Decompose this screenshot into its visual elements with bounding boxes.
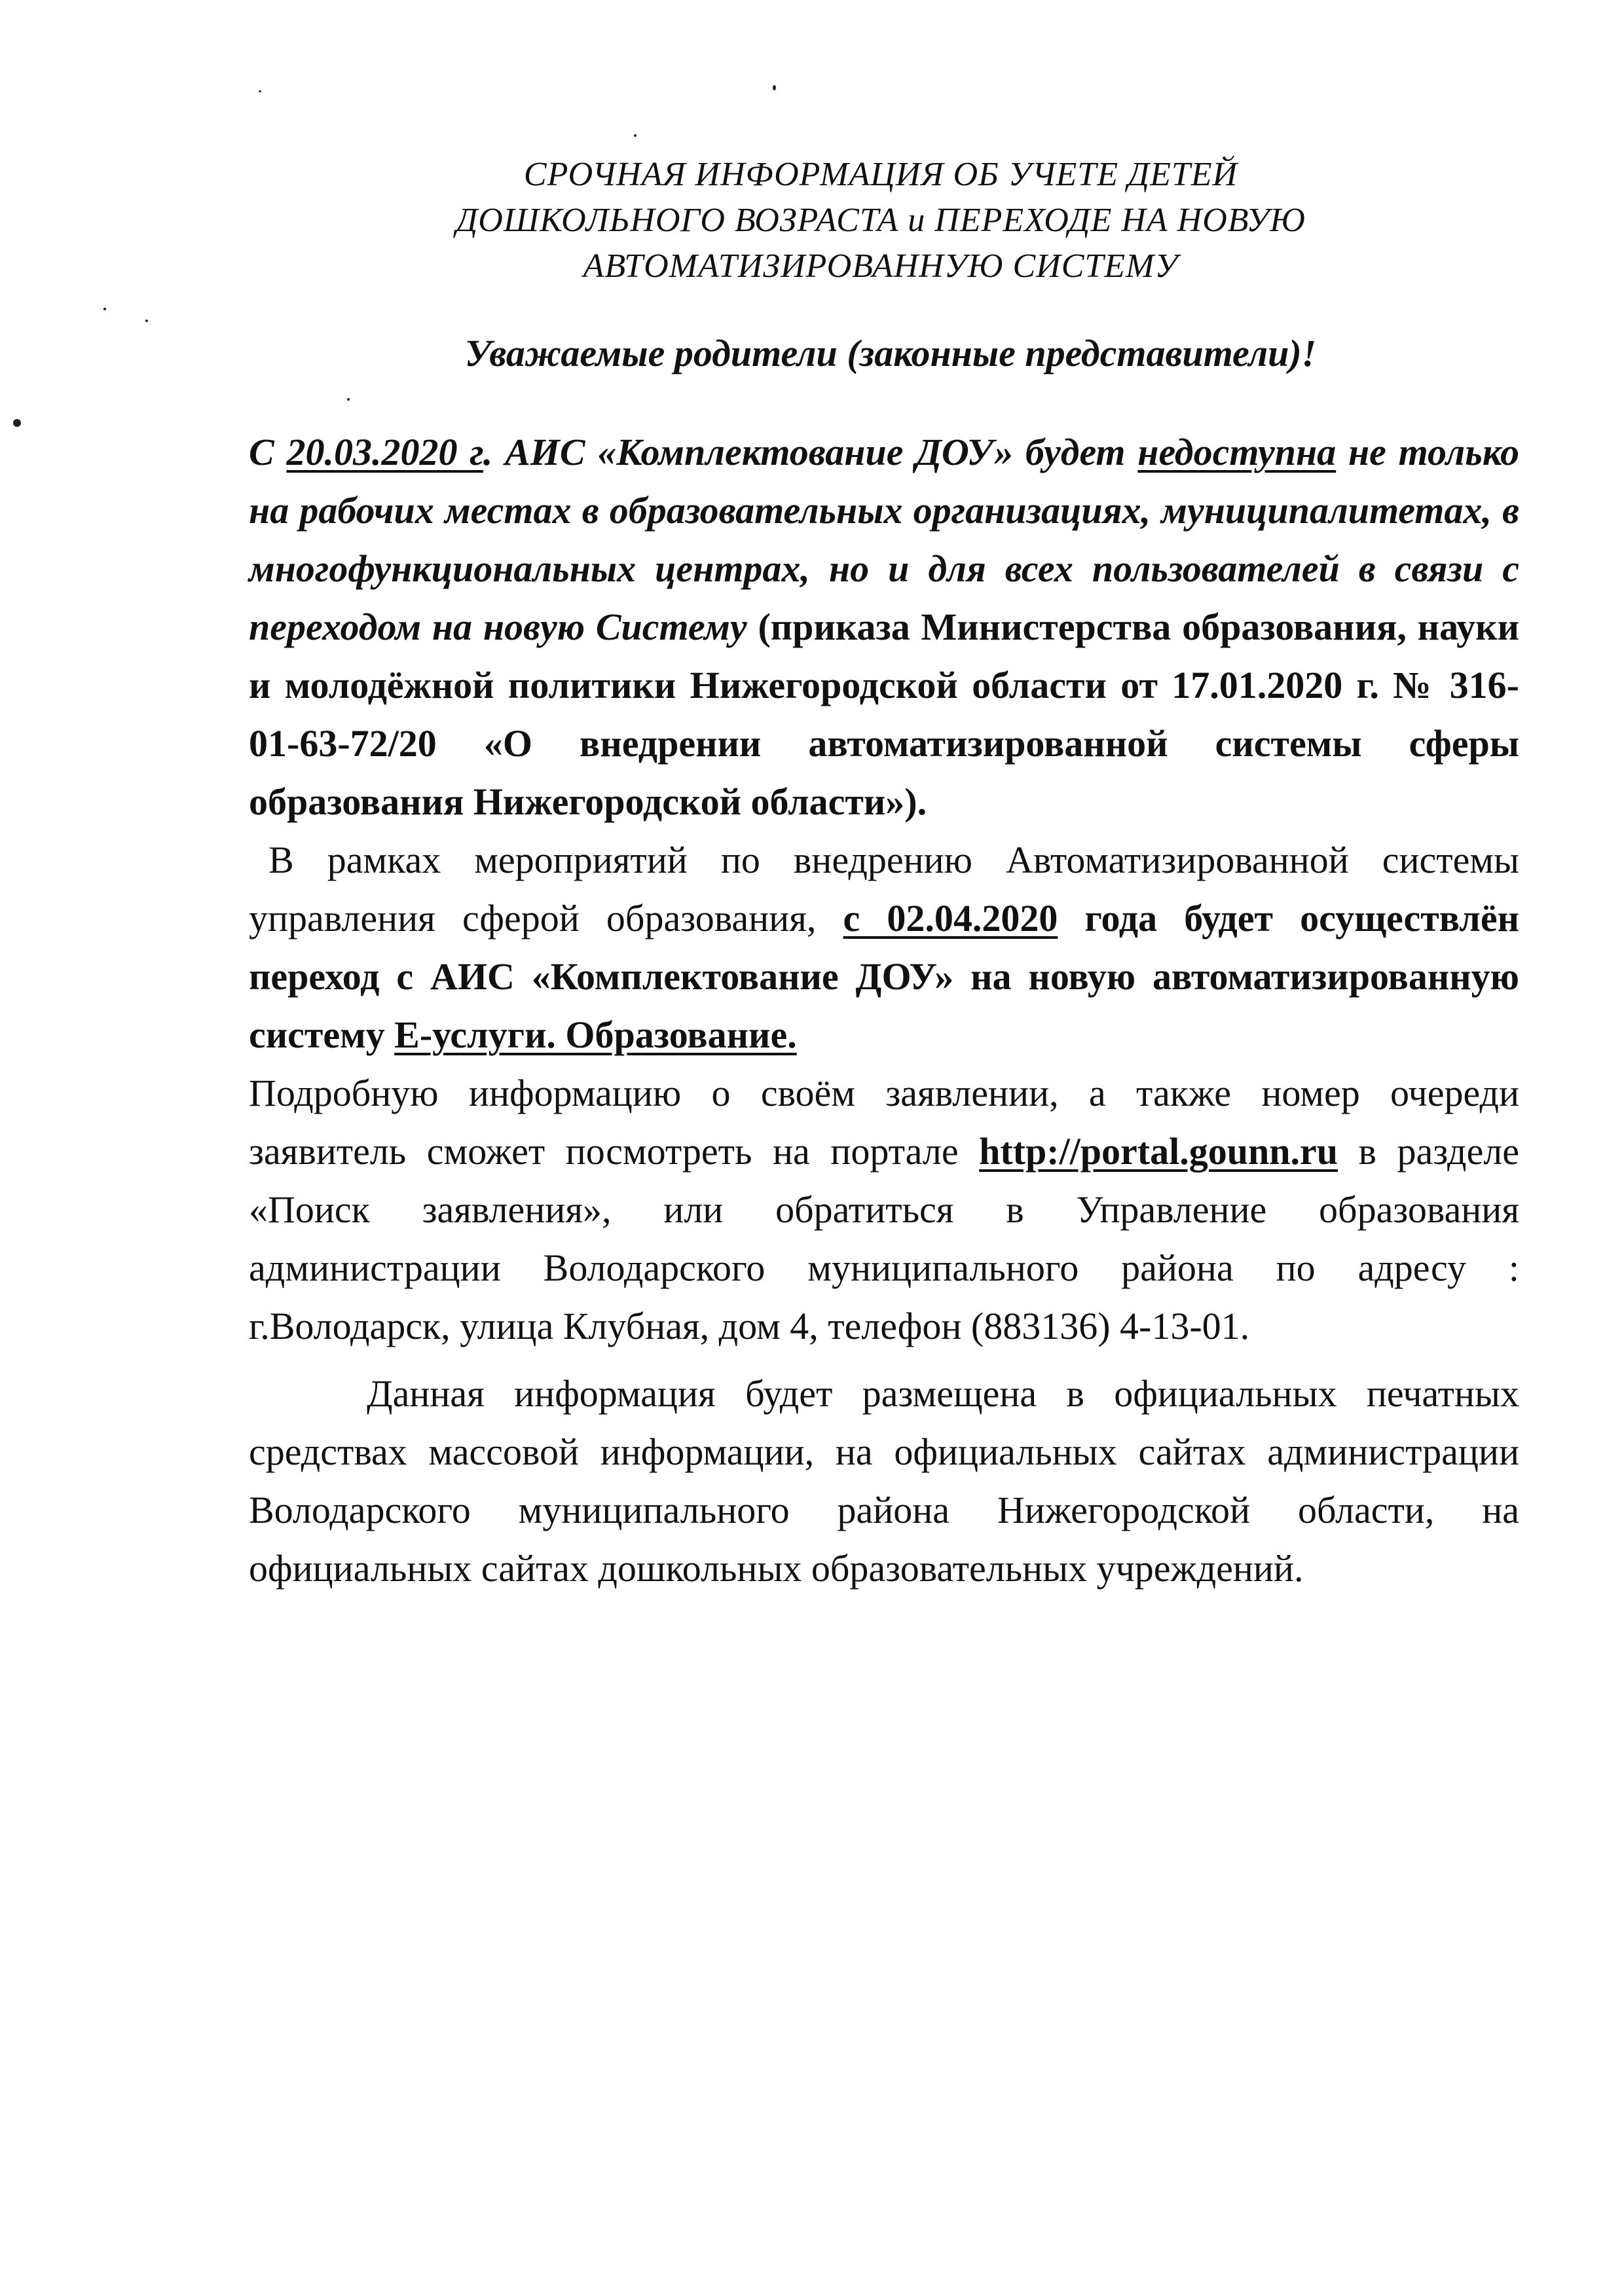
scan-speck xyxy=(103,308,106,310)
paragraph-2 xyxy=(249,831,1519,1064)
portal-link[interactable]: http://portal.gounn.ru xyxy=(979,1130,1338,1173)
greeting: Уважаемые родители (законные представители)! xyxy=(464,332,1317,374)
title-line-2: ДОШКОЛЬНОГО ВОЗРАСТА и ПЕРЕХОДЕ НА НОВУЮ xyxy=(456,202,1306,239)
title-line-1: СРОЧНАЯ ИНФОРМАЦИЯ ОБ УЧЕТЕ ДЕТЕЙ xyxy=(523,156,1238,193)
scan-speck xyxy=(347,398,350,401)
scan-speck xyxy=(634,134,637,137)
document-title xyxy=(341,152,1421,289)
p2-text-1: В рамках мероприятий по внедрению Автоматизированной системы управления сферой образования, xyxy=(249,839,1519,939)
paragraph-4: Данная информация будет размещена в официальных печатных средствах массовой информации, на официальных сайтах администрации Володарского муниципального района Нижегородской области, на официальных сайтах дошкольных образовательных учреждений. xyxy=(249,1372,1519,1590)
p1-text-2: . АИС «Комплектование ДОУ» будет xyxy=(483,431,1138,473)
document-body xyxy=(249,423,1519,1597)
scan-speck xyxy=(773,85,776,90)
start-date: 20.03.2020 г xyxy=(286,431,483,473)
p1-text-1: С xyxy=(249,431,287,473)
unavailable-word: недоступна xyxy=(1137,431,1337,473)
p3-text-1: Подробную информацию о своём заявлении, а также номер очереди заявитель сможет посмотреть на портале xyxy=(249,1072,1519,1173)
scan-speck xyxy=(145,319,148,322)
p1-text-4: (приказа Министерства образования, науки и молодёжной политики Нижегородской области от 17.01.2020 г. № 316-01-63-72/20 «О внедрении автоматизированной системы сферы образования Нижегородской области»). xyxy=(249,606,1519,823)
new-system-name: Е-услуги. Образование. xyxy=(394,1013,797,1056)
transition-date: с 02.04.2020 xyxy=(843,897,1058,939)
scan-speck xyxy=(13,419,21,427)
p3-text-2: в разделе «Поиск заявления», или обратиться в Управление образования администрации Володарского муниципального района по адресу : г.Володарск, улица Клубная, дом 4, телефон (883136) 4-13-01. xyxy=(249,1130,1519,1347)
p1-text-3: не только на рабочих местах в образовательных организациях, муниципалитетах, в многофункциональных центрах, но и для всех пользователей в связи с переходом на новую Систему xyxy=(249,431,1520,648)
paragraph-3 xyxy=(249,1064,1519,1355)
paragraph-1 xyxy=(249,423,1519,831)
scan-speck xyxy=(259,90,261,92)
title-line-3: АВТОМАТИЗИРОВАННУЮ СИСТЕМУ xyxy=(583,247,1179,285)
p2-text-2: года будет осуществлён переход с АИС «Комплектование ДОУ» на новую автоматизированную систему xyxy=(249,897,1519,1056)
